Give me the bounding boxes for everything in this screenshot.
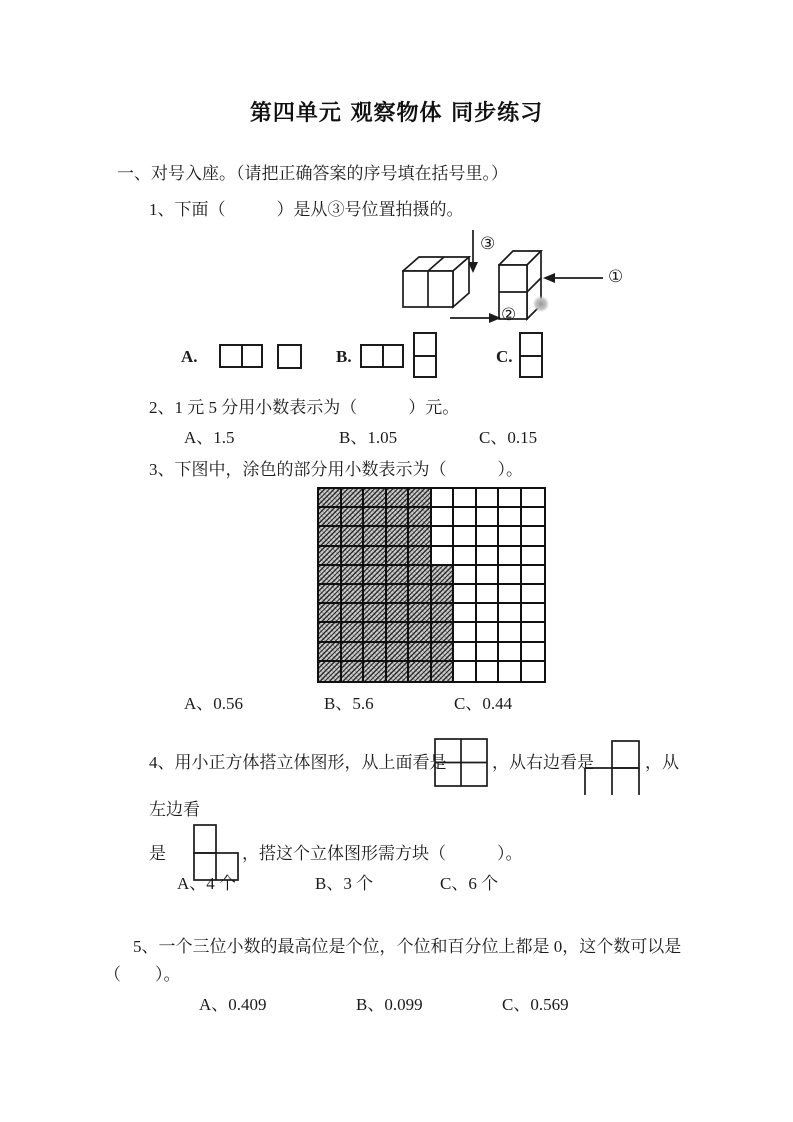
- grid-cell: [432, 508, 455, 527]
- grid-cell: [499, 566, 522, 585]
- grid-cell: [364, 527, 387, 546]
- grid-cell: [522, 489, 545, 508]
- grid-cell: [522, 585, 545, 604]
- grid-cell: [499, 662, 522, 681]
- q4-option-b: B、3 个: [315, 874, 374, 893]
- arrow-left-icon: [542, 271, 604, 285]
- q1-option-b-domino-figure: [360, 344, 404, 368]
- grid-cell: [319, 566, 342, 585]
- grid-cell: [319, 547, 342, 566]
- grid-cell: [522, 547, 545, 566]
- grid-cell: [432, 604, 455, 623]
- q5-option-b: B、0.099: [356, 995, 423, 1014]
- grid-cell: [477, 643, 500, 662]
- q2-option-b: B、1.05: [339, 428, 398, 447]
- question-4-text-part1: 4、用小正方体搭立体图形，从上面看是: [149, 753, 447, 772]
- q1-option-a-letter: A.: [181, 347, 198, 366]
- grid-cell: [387, 623, 410, 642]
- grid-cell: [342, 604, 365, 623]
- question-4-text-line3-pre: 是: [149, 844, 166, 863]
- grid-cell: [477, 585, 500, 604]
- grid-cell: [342, 508, 365, 527]
- grid-cell: [432, 643, 455, 662]
- grid-cell: [409, 623, 432, 642]
- right-view-shape-figure: [584, 740, 641, 797]
- grid-cell: [387, 604, 410, 623]
- grid-cell: [409, 566, 432, 585]
- question-2-text: 2、1 元 5 分用小数表示为（ ）元。: [149, 398, 460, 417]
- q1-option-b-vertical-domino-figure: [413, 332, 437, 378]
- grid-cell: [409, 604, 432, 623]
- grid-cell: [387, 662, 410, 681]
- grid-cell: [387, 643, 410, 662]
- grid-cell: [432, 662, 455, 681]
- grid-cell: [454, 489, 477, 508]
- grid-cell: [387, 547, 410, 566]
- grid-cell: [342, 643, 365, 662]
- grid-cell: [409, 643, 432, 662]
- grid-cell: [364, 566, 387, 585]
- grid-cell: [409, 547, 432, 566]
- q5-option-a: A、0.409: [199, 995, 267, 1014]
- grid-cell: [432, 566, 455, 585]
- grid-cell: [522, 662, 545, 681]
- grid-cell: [364, 643, 387, 662]
- grid-cell: [432, 547, 455, 566]
- two-cube-row-3d-figure: [402, 256, 472, 310]
- question-5-text-line2: （ ）。: [104, 965, 181, 984]
- q1-option-a-domino-figure: [219, 344, 263, 368]
- arrow-right-icon: [450, 311, 502, 325]
- grid-cell: [454, 527, 477, 546]
- q2-option-a: A、1.5: [184, 428, 235, 447]
- grid-cell: [477, 623, 500, 642]
- grid-cell: [522, 643, 545, 662]
- q3-option-b: B、5.6: [324, 694, 374, 713]
- grid-cell: [499, 604, 522, 623]
- grid-cell: [477, 508, 500, 527]
- q4-option-a: A、4 个: [177, 874, 237, 893]
- grid-cell: [432, 585, 455, 604]
- grid-cell: [387, 489, 410, 508]
- question-4-text-part2: ，从右边看是: [492, 753, 594, 772]
- grid-cell: [499, 508, 522, 527]
- question-1-text: 1、下面（ ）是从③号位置拍摄的。: [149, 200, 464, 219]
- grid-cell: [432, 527, 455, 546]
- grid-cell: [319, 643, 342, 662]
- decimal-grid: [317, 487, 546, 683]
- grid-cell: [319, 662, 342, 681]
- grid-cell: [409, 527, 432, 546]
- q1-option-a-square-figure: [277, 344, 302, 369]
- grid-cell: [364, 585, 387, 604]
- grid-cell: [319, 623, 342, 642]
- q5-option-c: C、0.569: [502, 995, 569, 1014]
- question-4-text-line2: 左边看: [149, 800, 200, 819]
- grid-cell: [364, 662, 387, 681]
- grid-cell: [499, 623, 522, 642]
- grid-cell: [477, 527, 500, 546]
- grid-cell: [477, 662, 500, 681]
- grid-cell: [454, 547, 477, 566]
- grid-cell: [319, 508, 342, 527]
- position-3-label: ③: [480, 234, 496, 253]
- scan-smudge: [533, 296, 549, 312]
- grid-cell: [364, 508, 387, 527]
- question-5-text-line1: 5、一个三位小数的最高位是个位，个位和百分位上都是 0，这个数可以是: [133, 937, 682, 956]
- grid-cell: [342, 585, 365, 604]
- grid-cell: [522, 508, 545, 527]
- grid-cell: [477, 547, 500, 566]
- grid-cell: [432, 623, 455, 642]
- grid-cell: [319, 604, 342, 623]
- q4-option-c: C、6 个: [440, 874, 499, 893]
- q1-option-b-letter: B.: [336, 347, 352, 366]
- position-2-label: ②: [501, 305, 517, 324]
- grid-cell: [499, 527, 522, 546]
- grid-cell: [319, 489, 342, 508]
- grid-cell: [499, 547, 522, 566]
- grid-cell: [364, 489, 387, 508]
- grid-cell: [364, 604, 387, 623]
- grid-cell: [499, 643, 522, 662]
- grid-cell: [342, 566, 365, 585]
- grid-cell: [409, 662, 432, 681]
- grid-cell: [454, 662, 477, 681]
- grid-cell: [522, 527, 545, 546]
- grid-cell: [499, 489, 522, 508]
- question-3-text: 3、下图中，涂色的部分用小数表示为（ ）。: [149, 460, 523, 479]
- grid-cell: [432, 489, 455, 508]
- page-title: 第四单元 观察物体 同步练习: [249, 101, 544, 126]
- q3-option-c: C、0.44: [454, 694, 513, 713]
- grid-cell: [342, 662, 365, 681]
- grid-cell: [454, 566, 477, 585]
- grid-cell: [342, 623, 365, 642]
- grid-cell: [409, 489, 432, 508]
- grid-cell: [454, 623, 477, 642]
- grid-cell: [522, 604, 545, 623]
- grid-cell: [454, 585, 477, 604]
- grid-cell: [387, 585, 410, 604]
- grid-cell: [342, 547, 365, 566]
- grid-cell: [342, 489, 365, 508]
- q1-option-c-letter: C.: [496, 347, 513, 366]
- grid-cell: [409, 585, 432, 604]
- grid-cell: [499, 585, 522, 604]
- grid-cell: [364, 623, 387, 642]
- grid-cell: [522, 623, 545, 642]
- grid-cell: [454, 508, 477, 527]
- q3-option-a: A、0.56: [184, 694, 244, 713]
- grid-cell: [522, 566, 545, 585]
- question-4-text-line3-post: ，搭这个立体图形需方块（ ）。: [242, 844, 523, 863]
- grid-cell: [387, 508, 410, 527]
- top-view-2x2-figure: [434, 738, 488, 788]
- q1-option-c-vertical-domino-figure: [519, 332, 543, 378]
- grid-cell: [319, 527, 342, 546]
- q2-option-c: C、0.15: [479, 428, 538, 447]
- grid-cell: [319, 585, 342, 604]
- camera-positions-figure: [380, 225, 642, 339]
- grid-cell: [409, 508, 432, 527]
- grid-cell: [454, 604, 477, 623]
- grid-cell: [387, 566, 410, 585]
- grid-cell: [454, 643, 477, 662]
- grid-cell: [364, 547, 387, 566]
- question-4-text-part3: ，从: [645, 753, 679, 772]
- grid-cell: [477, 489, 500, 508]
- grid-cell: [477, 566, 500, 585]
- grid-cell: [387, 527, 410, 546]
- position-1-label: ①: [608, 267, 624, 286]
- section-header: 一、对号入座。（请把正确答案的序号填在括号里。）: [117, 164, 508, 183]
- grid-cell: [342, 527, 365, 546]
- grid-cell: [477, 604, 500, 623]
